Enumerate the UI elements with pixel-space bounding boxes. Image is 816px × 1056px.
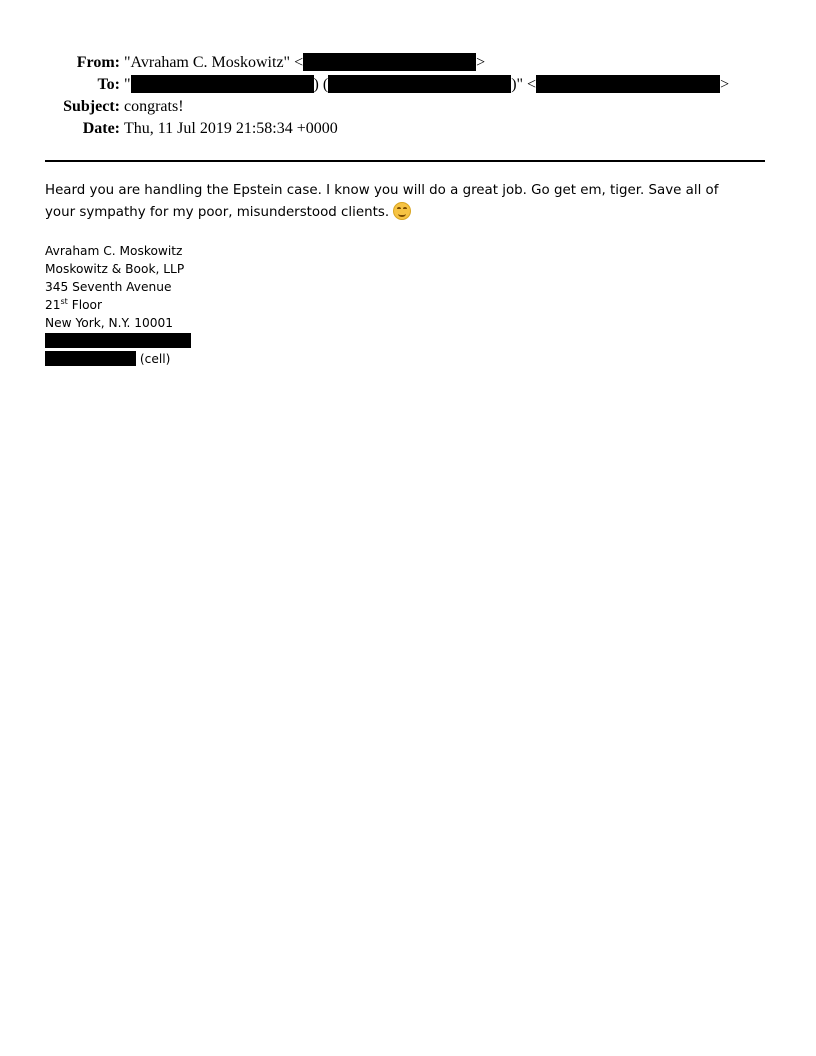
message-text: Heard you are handling the Epstein case. I know you will do a great job. Go get em, tiger. Save all of your sympathy for my poor, misunderstood clients.	[45, 183, 719, 220]
message-body	[45, 180, 745, 224]
cell-suffix: (cell)	[139, 352, 171, 366]
signature-redacted-line	[45, 332, 191, 350]
redaction-block	[45, 351, 136, 366]
header-divider	[45, 160, 765, 162]
signature-cell-line	[45, 350, 191, 368]
from-label: From:	[76, 54, 120, 71]
from-name: "Avraham C. Moskowitz" <	[124, 54, 304, 71]
to-mid2: )" <	[511, 76, 537, 93]
floor-suffix: st	[60, 296, 68, 306]
subject-value: congrats!	[124, 98, 184, 115]
smile-mouth	[398, 211, 406, 217]
redaction-block	[45, 333, 191, 348]
signature-street: 345 Seventh Avenue	[45, 280, 172, 294]
to-label: To:	[97, 76, 120, 93]
smiling-face-icon	[393, 202, 411, 220]
date-label: Date:	[82, 120, 120, 137]
redaction-block	[303, 53, 476, 71]
redaction-block	[536, 75, 720, 93]
from-close: >	[476, 54, 486, 71]
to-open: "	[124, 76, 131, 93]
signature-name: Avraham C. Moskowitz	[45, 244, 183, 258]
to-close: >	[720, 76, 730, 93]
floor-word: Floor	[71, 298, 103, 312]
signature-block	[45, 242, 191, 368]
floor-number: 21	[45, 298, 61, 312]
to-mid1: ) (	[313, 76, 329, 93]
from-value	[124, 53, 485, 73]
signature-city: New York, N.Y. 10001	[45, 316, 174, 330]
date-value: Thu, 11 Jul 2019 21:58:34 +0000	[124, 120, 338, 137]
to-value	[124, 75, 729, 95]
signature-firm: Moskowitz & Book, LLP	[45, 262, 185, 276]
signature-floor	[45, 296, 191, 314]
subject-label: Subject:	[63, 98, 120, 115]
redaction-block	[328, 75, 511, 93]
redaction-block	[131, 75, 314, 93]
